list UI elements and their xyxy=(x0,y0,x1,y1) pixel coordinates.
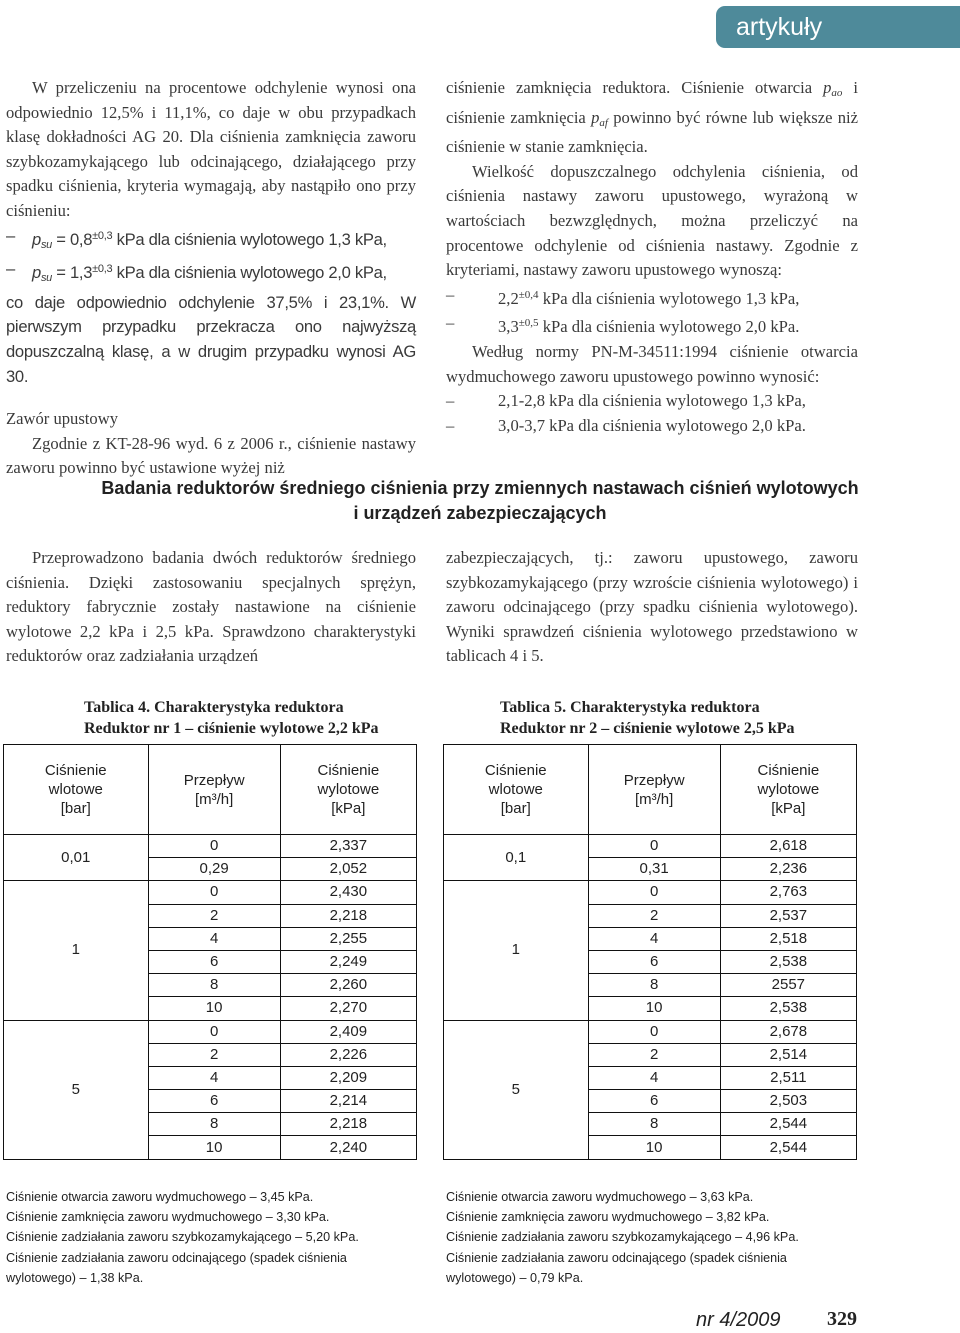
header-line: [kPa] xyxy=(331,800,366,817)
paragraph: Według normy PN-M-34511:1994 ciśnienie otwarcia wydmuchowego zaworu upustowego powinno wynosić: xyxy=(446,341,858,386)
header-line: wylotowe xyxy=(757,781,820,798)
value: = 0,8 xyxy=(51,229,93,249)
subheading: Zawór upustowy xyxy=(6,409,118,429)
header-line: Przepływ xyxy=(623,771,685,789)
value: = 1,3 xyxy=(51,263,93,283)
paragraph: Wielkość dopuszczalnego odchylenia ciśnienia, od ciśnienia nastawy zaworu upustowego, wyrażoną w wartościach bezwzględnych, można przeliczyć na procentowe odchylenie od ciśnienia nastawy. Zgodnie z kryteriami, nastawy zaworu upustowego wynoszą: xyxy=(446,161,858,280)
flow-cell: 6 xyxy=(588,1090,720,1113)
paragraph xyxy=(446,76,858,160)
outlet-pressure-cell: 2,618 xyxy=(720,835,856,858)
flow-cell: 0,31 xyxy=(588,858,720,881)
flow-cell: 0 xyxy=(588,1020,720,1043)
header-line: [m³/h] xyxy=(634,790,674,808)
header-line: Ciśnienie xyxy=(317,762,380,779)
table-4-notes xyxy=(6,1187,416,1288)
header-line: Ciśnienie xyxy=(757,762,820,779)
superscript: ±0,3 xyxy=(92,263,113,276)
caption-line: Tablica 5. Charakterystyka reduktora xyxy=(500,699,760,716)
flow-cell: 2 xyxy=(588,1043,720,1066)
flow-cell: 0 xyxy=(148,835,280,858)
text-run: i ciśnienie zamknięcia xyxy=(446,78,858,127)
outlet-pressure-cell: 2,544 xyxy=(720,1136,856,1159)
superscript: ±0,3 xyxy=(92,229,113,242)
left-column xyxy=(6,76,416,481)
note-line: Ciśnienie zadziałania zaworu odcinającego (spadek ciśnienia wylotowego) – 1,38 kPa. xyxy=(6,1250,347,1285)
flow-cell: 10 xyxy=(148,997,280,1020)
item-text: kPa dla ciśnienia wylotowego 1,3 kPa, xyxy=(538,288,800,308)
flow-cell: 0 xyxy=(588,835,720,858)
value: 3,3 xyxy=(498,317,519,337)
subscript: af xyxy=(599,116,608,129)
flow-cell: 2 xyxy=(148,1043,280,1066)
outlet-pressure-cell: 2,260 xyxy=(280,974,416,997)
list-item xyxy=(446,311,858,340)
flow-cell: 0 xyxy=(148,881,280,904)
flow-cell: 6 xyxy=(588,950,720,973)
paragraph: co daje odpowiednio odchylenie 37,5% i 23,1%. W pierwszym przypadku przekracza ono najwyższą dopuszczalną klasę, a w drugim przypadku wynosi AG 30. xyxy=(6,292,416,386)
outlet-pressure-cell: 2,226 xyxy=(280,1043,416,1066)
table-row xyxy=(4,881,417,904)
column-header xyxy=(148,745,280,835)
inlet-pressure-cell: 5 xyxy=(444,1020,589,1159)
page-number: 329 xyxy=(827,1308,857,1330)
page-footer xyxy=(696,1308,857,1332)
outlet-pressure-cell: 2,503 xyxy=(720,1090,856,1113)
text-run: ciśnienie zamknięcia reduktora. Ciśnienie otwarcia xyxy=(446,78,824,97)
section-left-text xyxy=(6,546,416,669)
note-line: Ciśnienie zadziałania zaworu szybkozamykającego – 5,20 kPa. xyxy=(6,1230,359,1245)
flow-cell: 8 xyxy=(148,974,280,997)
symbol: p xyxy=(32,263,41,283)
table-row xyxy=(444,835,857,858)
note-line: Ciśnienie zamknięcia zaworu wydmuchowego – 3,82 kPa. xyxy=(446,1210,770,1225)
flow-cell: 4 xyxy=(588,927,720,950)
paragraph: W przeliczeniu na procentowe odchylenie wynosi ona odpowiednio 12,5% i 11,1%, co daje w obu przypadkach klasę dokładności AG 20. Dla ciśnienia zamknięcia zaworu szybkozamykającego lub odcinającego, działającego przy spadku ciśnienia, kryteria wymagają, aby nastąpiło ono przy ciśnieniu: xyxy=(6,78,416,220)
note-line: Ciśnienie zadziałania zaworu szybkozamykającego – 4,96 kPa. xyxy=(446,1230,799,1245)
list-item xyxy=(446,283,858,312)
paragraph: zabezpieczających, tj.: zaworu upustowego, zaworu szybkozamykającego (przy wzroście ciśnienia wylotowego) i zaworu odcinającego (przy spadku ciśnienia wylotowego). Wyniki sprawdzeń ciśnienia wylotowego przedstawiono w tablicach 4 i 5. xyxy=(446,548,858,666)
value: 2,2 xyxy=(498,288,519,308)
header-line: Ciśnienie xyxy=(484,762,547,779)
caption-line: Tablica 4. Charakterystyka reduktora xyxy=(84,699,344,716)
flow-cell: 10 xyxy=(588,1136,720,1159)
section-title-line: Badania reduktorów średniego ciśnienia przy zmiennych nastawach ciśnień wylotowych xyxy=(101,478,859,498)
paragraph: Przeprowadzono badania dwóch reduktorów średniego ciśnienia. Dzięki zastosowaniu specjalnych sprężyn, reduktory fabrycznie zostały nastawione na ciśnienie wylotowe 2,2 kPa i 2,5 kPa. Sprawdzono charakterystyki reduktorów oraz zadziałania urządzeń xyxy=(6,548,416,666)
header-line: [m³/h] xyxy=(194,790,234,808)
flow-cell: 2 xyxy=(588,904,720,927)
outlet-pressure-cell: 2,538 xyxy=(720,997,856,1020)
outlet-pressure-cell: 2,678 xyxy=(720,1020,856,1043)
table-header-row xyxy=(444,745,857,835)
item-text: kPa dla ciśnienia wylotowego 1,3 kPa, xyxy=(112,229,387,249)
outlet-pressure-cell: 2,214 xyxy=(280,1090,416,1113)
flow-cell: 0,29 xyxy=(148,858,280,881)
list-item xyxy=(6,257,416,291)
header-line: [kPa] xyxy=(771,800,806,817)
flow-cell: 4 xyxy=(148,1066,280,1089)
paragraph: Zgodnie z KT-28-96 wyd. 6 z 2006 r., ciśnienie nastawy zaworu powinno być ustawione wyżej niż xyxy=(6,433,416,478)
table-row xyxy=(444,1020,857,1043)
column-header xyxy=(720,745,856,835)
outlet-pressure-cell: 2,240 xyxy=(280,1136,416,1159)
item-text: kPa dla ciśnienia wylotowego 2,0 kPa. xyxy=(538,317,800,337)
column-header xyxy=(444,745,589,835)
flow-cell: 8 xyxy=(148,1113,280,1136)
header-line: [bar] xyxy=(60,800,91,817)
column-header xyxy=(4,745,149,835)
outlet-pressure-cell: 2,514 xyxy=(720,1043,856,1066)
header-line: [bar] xyxy=(500,800,531,817)
subscript: ao xyxy=(831,87,843,99)
outlet-pressure-cell: 2557 xyxy=(720,974,856,997)
section-badge: artykuły xyxy=(716,6,960,48)
outlet-pressure-cell: 2,763 xyxy=(720,881,856,904)
outlet-pressure-cell: 2,537 xyxy=(720,904,856,927)
table-caption xyxy=(500,697,795,739)
outlet-pressure-cell: 2,218 xyxy=(280,904,416,927)
flow-cell: 4 xyxy=(588,1066,720,1089)
outlet-pressure-cell: 2,430 xyxy=(280,881,416,904)
outlet-pressure-cell: 2,518 xyxy=(720,927,856,950)
flow-cell: 2 xyxy=(148,904,280,927)
list-item xyxy=(6,224,416,258)
caption-line: Reduktor nr 1 – ciśnienie wylotowe 2,2 kPa xyxy=(84,720,379,737)
outlet-pressure-cell: 2,511 xyxy=(720,1066,856,1089)
outlet-pressure-cell: 2,544 xyxy=(720,1113,856,1136)
table-caption xyxy=(84,697,379,739)
superscript: ±0,4 xyxy=(518,288,539,301)
flow-cell: 0 xyxy=(588,881,720,904)
column-header xyxy=(588,745,720,835)
flow-cell: 8 xyxy=(588,1113,720,1136)
section-title-line: i urządzeń zabezpieczających xyxy=(353,503,607,523)
note-line: Ciśnienie zadziałania zaworu odcinającego (spadek ciśnienia wylotowego) – 0,79 kPa. xyxy=(446,1250,787,1285)
flow-cell: 10 xyxy=(588,997,720,1020)
symbol: p xyxy=(591,107,600,127)
flow-cell: 0 xyxy=(148,1020,280,1043)
inlet-pressure-cell: 0,01 xyxy=(4,835,149,881)
table-row xyxy=(4,835,417,858)
data-table xyxy=(3,744,417,1160)
outlet-pressure-cell: 2,270 xyxy=(280,997,416,1020)
outlet-pressure-cell: 2,218 xyxy=(280,1113,416,1136)
inlet-pressure-cell: 1 xyxy=(4,881,149,1020)
outlet-pressure-cell: 2,409 xyxy=(280,1020,416,1043)
caption-line: Reduktor nr 2 – ciśnienie wylotowe 2,5 kPa xyxy=(500,720,795,737)
outlet-pressure-cell: 2,209 xyxy=(280,1066,416,1089)
data-table xyxy=(443,744,857,1160)
inlet-pressure-cell: 5 xyxy=(4,1020,149,1159)
note-line: Ciśnienie otwarcia zaworu wydmuchowego – 3,63 kPa. xyxy=(446,1190,754,1204)
flow-cell: 6 xyxy=(148,950,280,973)
note-line: Ciśnienie otwarcia zaworu wydmuchowego – 3,45 kPa. xyxy=(6,1190,314,1204)
flow-cell: 6 xyxy=(148,1090,280,1113)
flow-cell: 8 xyxy=(588,974,720,997)
header-line: wlotowe xyxy=(488,781,543,798)
outlet-pressure-cell: 2,337 xyxy=(280,835,416,858)
note-line: Ciśnienie zamknięcia zaworu wydmuchowego – 3,30 kPa. xyxy=(6,1210,330,1225)
outlet-pressure-cell: 2,255 xyxy=(280,927,416,950)
header-line: Ciśnienie xyxy=(44,762,107,779)
table-5-notes xyxy=(446,1187,858,1288)
list-item: – 3,0-3,7 kPa dla ciśnienia wylotowego 2,0 kPa. xyxy=(446,414,858,439)
table-header-row xyxy=(4,745,417,835)
inlet-pressure-cell: 0,1 xyxy=(444,835,589,881)
flow-cell: 10 xyxy=(148,1136,280,1159)
column-header xyxy=(280,745,416,835)
outlet-pressure-cell: 2,052 xyxy=(280,858,416,881)
flow-cell: 4 xyxy=(148,927,280,950)
right-column xyxy=(446,76,858,438)
header-line: Przepływ xyxy=(183,771,245,789)
outlet-pressure-cell: 2,249 xyxy=(280,950,416,973)
outlet-pressure-cell: 2,236 xyxy=(720,858,856,881)
symbol: p xyxy=(32,229,41,249)
header-line: wylotowe xyxy=(317,781,380,798)
inlet-pressure-cell: 1 xyxy=(444,881,589,1020)
list-item: – 2,1-2,8 kPa dla ciśnienia wylotowego 1,3 kPa, xyxy=(446,389,858,414)
section-right-text xyxy=(446,546,858,669)
section-title xyxy=(0,476,960,526)
item-text: kPa dla ciśnienia wylotowego 2,0 kPa, xyxy=(112,263,387,283)
outlet-pressure-cell: 2,538 xyxy=(720,950,856,973)
symbol: p xyxy=(823,78,832,97)
header-line: wlotowe xyxy=(48,781,103,798)
table-row xyxy=(444,881,857,904)
superscript: ±0,5 xyxy=(518,317,539,330)
subscript: su xyxy=(40,272,52,285)
text-run: powinno być równe lub większe niż ciśnienie w stanie zamknięcia. xyxy=(446,107,858,157)
table-row xyxy=(4,1020,417,1043)
subscript: su xyxy=(40,238,52,251)
issue-number: nr 4/2009 xyxy=(696,1309,781,1331)
